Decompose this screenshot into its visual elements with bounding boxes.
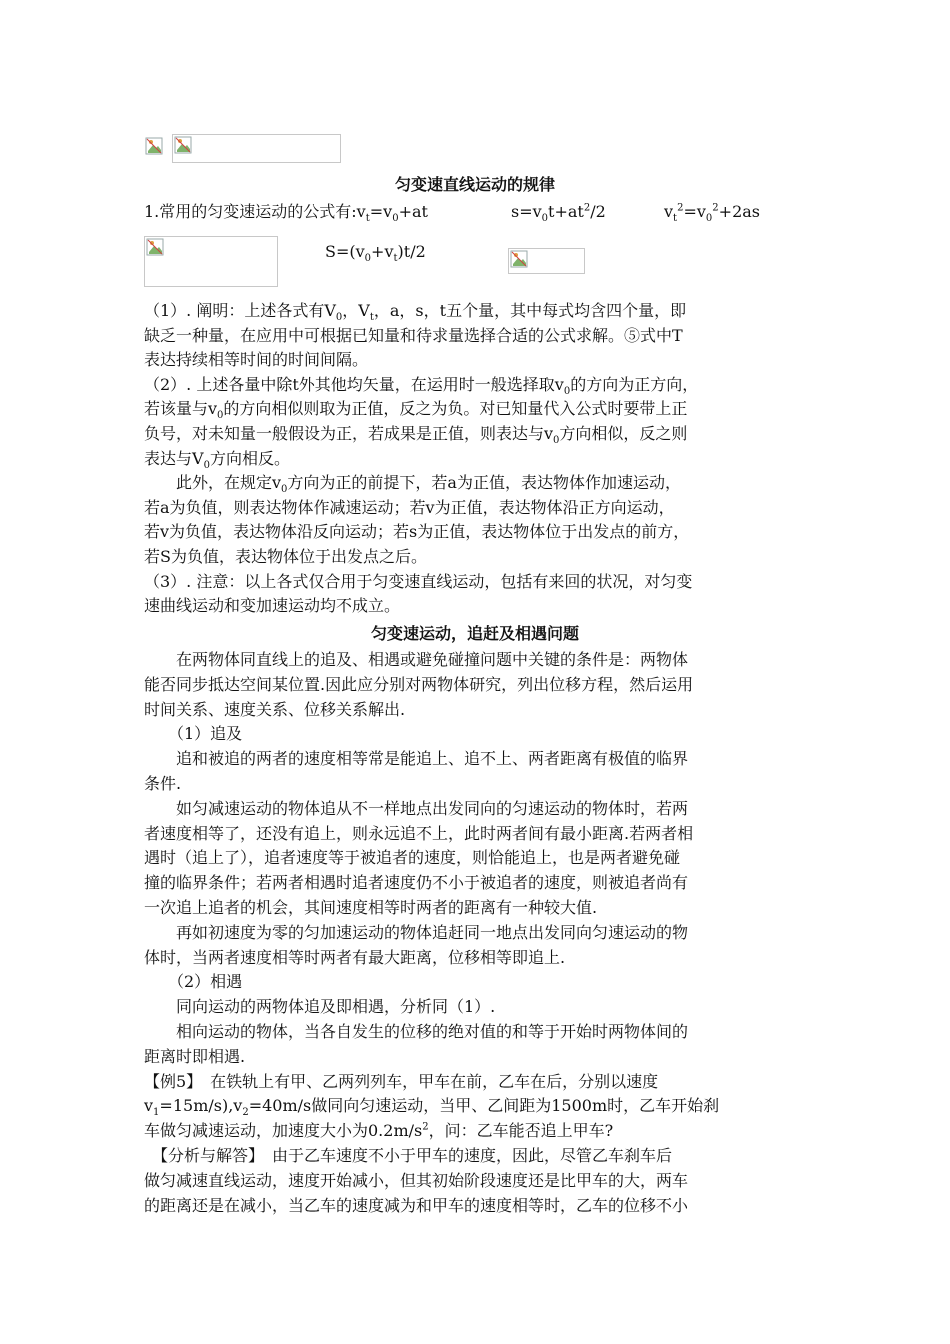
- text-line: 遇时（追上了），追者速度等于被追者的速度，则恰能追上，也是两者避免碰: [144, 848, 681, 868]
- formula-1: $v_t=v_0+at$: [356, 202, 428, 225]
- text-line: 若S为负值，表达物体位于出发点之后。: [144, 547, 427, 566]
- text-line: 能否同步抵达空间某位置.因此应分别对两物体研究，列出位移方程，然后运用: [144, 674, 694, 694]
- broken-image-icon: [146, 238, 164, 256]
- text-line: 在两物体同直线上的追及、相遇或避免碰撞问题中关键的条件是：两物体: [144, 650, 689, 669]
- text-line: 若a为负值，则表达物体作减速运动；若v为正值，表达物体沿正方向运动，: [144, 497, 675, 517]
- text-line: 若v为负值，表达物体沿反向运动；若s为正值，表达物体位于出发点的前方，: [144, 522, 690, 542]
- text-line: 一次追上追者的机会，其间速度相等时两者的距离有一种较大值.: [144, 898, 598, 917]
- text-line: 的距离还是在减小，当乙车的速度减为和甲车的速度相等时，乙车的位移不小: [144, 1195, 689, 1215]
- text-line: 再如初速度为零的匀加速运动的物体追赶同一地点出发同向匀速运动的物: [144, 922, 689, 942]
- text-line: 【分析与解答】 由于乙车速度不小于甲车的速度，因此，尽管乙车刹车后: [144, 1146, 673, 1165]
- text-line: 负号，对未知量一般假设为正，若成果是正值，则表达与$v_0$方向相似，反之则: [144, 424, 688, 447]
- text-line: 追和被追的两者的速度相等常是能追上、追不上、两者距离有极值的临界: [144, 749, 689, 769]
- formula-2: $s=v_0t+at^2/2$: [511, 202, 606, 225]
- text-line: 条件.: [144, 774, 182, 793]
- text-line: 缺乏一种量，在应用中可根据已知量和待求量选择合适的公式求解。⑤式中T: [144, 325, 683, 345]
- text-line: 速曲线运动和变加速运动均不成立。: [144, 596, 401, 616]
- image-placeholder-1: [144, 136, 166, 158]
- text-line: 若该量与$v_0$的方向相似则取为正值，反之为负。对已知量代入公式时要带上正: [144, 399, 688, 422]
- text-line: 如匀减速运动的物体追从不一样地点出发同向的匀速运动的物体时，若两: [144, 798, 689, 818]
- text-line: $v_1=15m/s),v_2=40m/s$做同向匀速运动，当甲、乙间距为1500m时，乙车开始刹: [144, 1096, 720, 1119]
- text-line: 相向运动的物体，当各自发生的位移的绝对值的和等于开始时两物体间的: [144, 1022, 689, 1041]
- broken-image-icon: [174, 136, 192, 154]
- image-placeholder-2: [172, 134, 341, 163]
- text-line: 时间关系、速度关系、位移关系解出.: [144, 699, 406, 719]
- text-line: 表达持续相等时间的时间间隔。: [144, 350, 369, 370]
- formula-intro: [144, 200, 428, 224]
- section-title-1: 匀变速直线运动的规律: [394, 175, 555, 194]
- text-line: （1）. 阐明：上述各式有$V_0$，$V_t$，a，s，t五个量，其中每式均含四个量，即: [144, 301, 687, 324]
- formula-4: $S=(v_0+v_t)t/2$: [325, 242, 426, 265]
- text-line: （2）相遇: [144, 972, 243, 992]
- section-title-2: 匀变速运动，追赶及相遇问题: [370, 624, 579, 643]
- text-line: 表达与$V_0$方向相反。: [144, 448, 290, 471]
- text-line: 车做匀减速运动，加速度大小为$0.2m/s^2$，问：乙车能否追上甲车?: [144, 1121, 614, 1141]
- text-line: 同向运动的两物体追及即相遇，分析同（1）.: [144, 997, 496, 1017]
- text-line: 此外，在规定$v_0$方向为正的前提下，若a为正值，表达物体作加速运动，: [144, 473, 681, 496]
- text-line: 撞的临界条件；若两者相遇时追者速度仍不小于被追者的速度，则被追者尚有: [144, 873, 689, 893]
- broken-image-icon: [510, 250, 528, 268]
- text-line: 做匀减速直线运动，速度开始减小，但其初始阶段速度还是比甲车的大，两车: [144, 1170, 689, 1190]
- text-line: 【例5】 在铁轨上有甲、乙两列列车，甲车在前，乙车在后，分别以速度: [144, 1071, 659, 1091]
- text-line: （1）追及: [144, 724, 243, 744]
- image-placeholder-3: [144, 236, 278, 287]
- text-line: 体时，当两者速度相等时两者有最大距离，位移相等即追上.: [144, 947, 566, 967]
- broken-image-icon: [145, 137, 163, 155]
- text-line: （3）. 注意：以上各式仅合用于匀变速直线运动，包括有来回的状况，对匀变: [144, 571, 693, 591]
- text-line: 距离时即相遇.: [144, 1046, 246, 1066]
- formula-intro-text: 1.常用的匀变速运动的公式有:: [144, 202, 357, 221]
- text-line: （2）. 上述各量中除t外其他均矢量，在运用时一般选择取$v_0$的方向为正方向，: [144, 374, 699, 397]
- text-line: 者速度相等了，还没有追上，则永远追不上，此时两者间有最小距离.若两者相: [144, 823, 694, 843]
- formula-3: $v_t^2=v_0^2+2as$: [664, 202, 760, 225]
- image-placeholder-4: [508, 248, 585, 274]
